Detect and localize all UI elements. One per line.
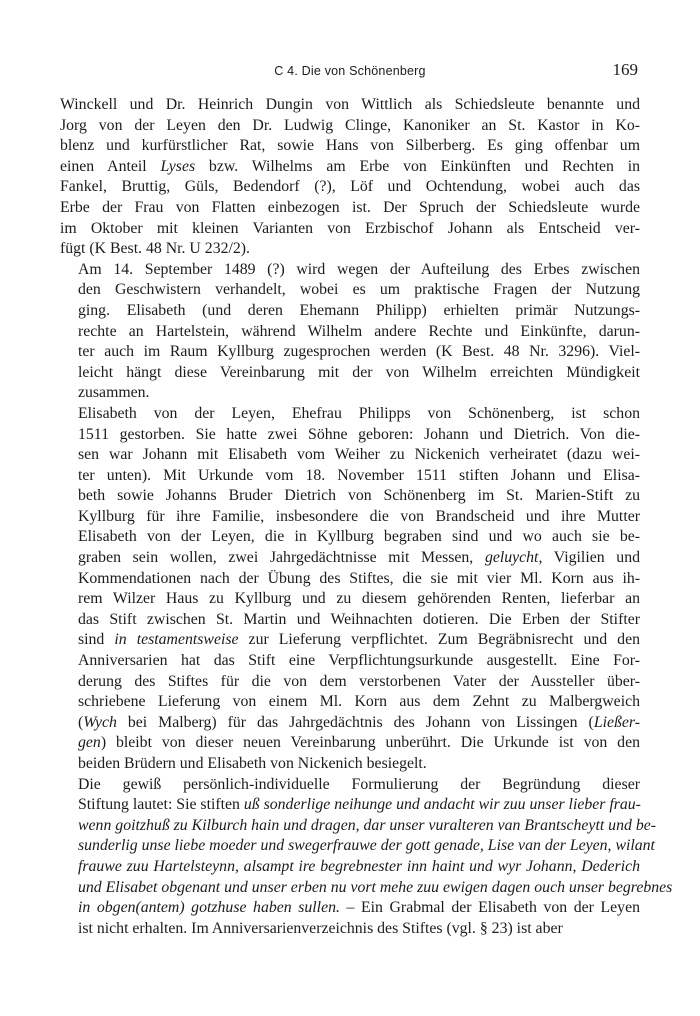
text-segment: beiden Brüdern und Elisabeth von Nickenich besiegelt. — [78, 755, 427, 772]
text-line — [60, 404, 640, 425]
text-segment: sind — [78, 631, 115, 649]
text-segment: das Stift zwischen St. Martin und Weihnachten dotieren. Die Erben der Stifter — [78, 610, 640, 628]
text-segment: ging. Elisabeth (und deren Ehemann Philipp) erhielten primär Nutzungs- — [78, 301, 640, 319]
text-line — [60, 836, 655, 857]
italic-segment: frauwe zuu Hartelsteynn, alsampt ire begrebnester inn haint und wyr Johann, Dederich — [78, 857, 640, 875]
text-segment: ter auch im Raum Kyllburg zugesprochen werden (K Best. 48 Nr. 3296). Viel- — [78, 343, 640, 361]
paragraph — [60, 260, 640, 404]
italic-segment: und Elisabet obgenant und unser erben nu vort mehe zuu ewigen dagen ouch unser begrebnes — [78, 878, 673, 896]
text-segment: ter unten). Mit Urkunde vom 18. November 1511 stiften Johann und Elisa- — [78, 466, 640, 484]
italic-segment: Lyses — [160, 157, 196, 175]
text-segment: blenz und kurfürstlicher Rat, sowie Hans von Silberberg. Es ging offenbar um — [60, 137, 640, 155]
text-segment: im Oktober mit kleinen Varianten von Erzbischof Johann als Entscheid ver- — [60, 219, 640, 237]
section-title: C 4. Die von Schönenberg — [274, 64, 426, 78]
text-line — [60, 95, 640, 116]
text-line — [60, 816, 656, 837]
text-line — [60, 589, 640, 610]
text-line — [60, 136, 640, 157]
text-line — [60, 754, 640, 775]
text-line — [60, 713, 640, 734]
text-segment: Jorg von der Leyen den Dr. Ludwig Clinge, Kanoniker an St. Kastor in Ko- — [60, 116, 640, 134]
text-segment: Erbe der Frau von Flatten einbezogen ist. Der Spruch der Schiedsleute wurde — [60, 198, 640, 216]
italic-segment: sunderlig unse liebe moeder und swegerfrauwe der gott genade, Lise van der Leyen, wilant — [78, 837, 655, 855]
text-line — [60, 630, 640, 651]
text-segment: Kommendationen nach der Übung des Stiftes, die sie mit vier Ml. Korn aus ih- — [78, 569, 640, 587]
text-line — [60, 878, 673, 899]
text-segment: schriebene Lieferung von einem Ml. Korn aus dem Zehnt zu Malbergweich — [78, 693, 640, 711]
text-segment: 1511 gestorben. Sie hatte zwei Söhne geboren: Johann und Dietrich. Von die- — [78, 425, 640, 443]
text-line — [60, 383, 640, 404]
text-line — [60, 507, 640, 528]
text-line — [60, 425, 640, 446]
text-line — [60, 157, 640, 178]
italic-segment: Ließer- — [593, 713, 640, 731]
text-line — [60, 301, 640, 322]
text-segment: ( — [78, 713, 84, 731]
text-segment: Fankel, Bruttig, Güls, Bedendorf (?), Löf und Ochtendung, wobei auch das — [60, 178, 640, 196]
text-segment: graben sein wollen, zwei Jahrgedächtnisse mit Messen, — [78, 549, 485, 567]
text-segment: Winckell und Dr. Heinrich Dungin von Wittlich als Schiedsleute benannte und — [60, 96, 640, 113]
text-segment: ist nicht erhalten. Im Anniversarienverzeichnis des Stiftes (vgl. § 23) ist aber — [78, 919, 563, 937]
text-line — [60, 363, 640, 384]
paragraph — [60, 404, 640, 775]
text-segment: zur Lieferung verpflichtet. Zum Begräbnisrecht und den — [238, 631, 640, 649]
text-line — [60, 672, 640, 693]
text-line — [60, 898, 640, 919]
text-segment: beth sowie Johanns Bruder Dietrich von Schönenberg im St. Marien-Stift zu — [78, 487, 640, 505]
paragraph — [60, 775, 673, 940]
text-segment: Die gewiß persönlich-individuelle Formulierung der Begründung dieser — [78, 775, 640, 793]
text-line — [60, 280, 640, 301]
text-line — [60, 219, 640, 240]
text-line — [60, 445, 640, 466]
italic-segment: wenn goitzhuß zu Kilburch hain und dragen, dar unser vuralteren van Brantscheytt und be- — [78, 816, 656, 834]
text-segment: derung des Stiftes für die von dem verstorbenen Vater der Aussteller über- — [78, 672, 640, 690]
text-line — [60, 342, 640, 363]
text-segment: fügt (K Best. 48 Nr. U 232/2). — [60, 240, 250, 258]
paragraph — [60, 95, 640, 260]
text-line — [60, 198, 640, 219]
text-line — [60, 919, 640, 940]
text-line — [60, 610, 640, 631]
text-line — [60, 466, 640, 487]
text-line — [60, 775, 640, 796]
text-segment: zusammen. — [78, 384, 150, 402]
italic-segment: in obgen(antem) gotzhuse haben sullen. — [78, 899, 340, 917]
text-line — [60, 116, 640, 137]
text-segment: Vigilien und — [542, 549, 640, 567]
text-segment: bzw. Wilhelms am Erbe von Einkünften und Rechten in — [195, 157, 640, 175]
text-line — [60, 548, 640, 569]
italic-segment: gen — [78, 734, 101, 752]
text-segment: Stiftung lautet: Sie stiften — [78, 796, 244, 814]
text-line — [60, 177, 640, 198]
page-number: 169 — [612, 60, 638, 79]
italic-segment: uß sonderlige neihunge und andacht wir zuu unser lieber frau- — [243, 796, 641, 814]
text-line — [60, 322, 640, 343]
text-segment: rem Wilzer Haus zu Kyllburg und zu diesem gehörenden Renten, lieferbar an — [78, 590, 640, 608]
text-line — [60, 692, 640, 713]
text-line — [60, 857, 640, 878]
text-line — [60, 569, 640, 590]
text-line — [60, 651, 640, 672]
body-text — [60, 95, 673, 939]
text-line — [60, 260, 640, 281]
text-line — [60, 239, 640, 260]
text-line — [60, 795, 640, 816]
text-segment: Elisabeth von der Leyen, Ehefrau Philipps von Schönenberg, ist schon — [78, 404, 640, 422]
italic-segment: geluycht, — [484, 549, 543, 567]
text-segment: Am 14. September 1489 (?) wird wegen der Aufteilung des Erbes zwischen — [78, 260, 640, 278]
text-segment: Anniversarien hat das Stift eine Verpflichtungsurkunde ausgestellt. Eine For- — [78, 652, 640, 670]
text-line — [60, 527, 640, 548]
italic-segment: in testamentsweise — [114, 631, 239, 649]
text-segment: ) bleibt von dieser neuen Vereinbarung unberührt. Die Urkunde ist von den — [100, 734, 640, 752]
text-segment: einen Anteil — [60, 157, 161, 175]
text-segment: sen war Johann mit Elisabeth vom Weiher zu Nickenich verheiratet (dazu wei- — [78, 446, 640, 464]
text-line — [60, 486, 640, 507]
text-segment: den Geschwistern verhandelt, wobei es um praktische Fragen der Nutzung — [78, 281, 640, 299]
text-line — [60, 733, 640, 754]
text-segment: rechte an Hartelstein, während Wilhelm andere Rechte und Einkünfte, darun- — [78, 322, 640, 340]
italic-segment: Wych — [83, 713, 117, 731]
text-segment: Kyllburg für ihre Familie, insbesondere die von Brandscheid und ihre Mutter — [78, 507, 640, 525]
text-segment: – Ein Grabmal der Elisabeth von der Leyen — [339, 899, 640, 917]
text-segment: leicht hängt diese Vereinbarung mit der von Wilhelm erreichten Mündigkeit — [78, 363, 640, 381]
running-head — [60, 60, 640, 80]
text-segment: bei Malberg) für das Jahrgedächtnis des Johann von Lissingen ( — [116, 713, 594, 731]
text-segment: Elisabeth von der Leyen, die in Kyllburg begraben sind und wo auch sie be- — [78, 528, 640, 546]
